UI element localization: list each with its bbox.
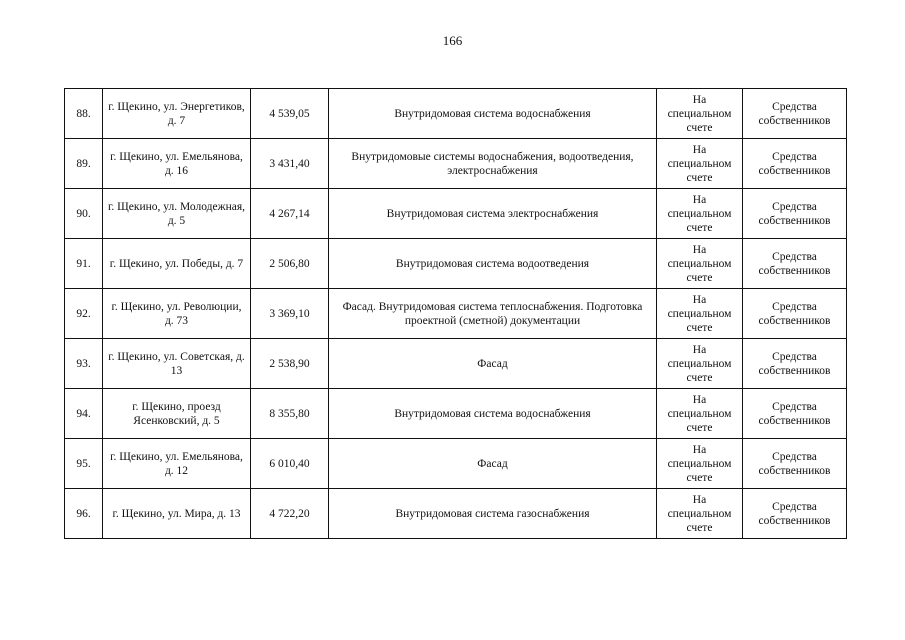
table-row: [65, 89, 847, 139]
table-row: [65, 489, 847, 539]
funding-source-cell: Средства собственников: [743, 489, 847, 539]
table-row: [65, 439, 847, 489]
address-cell: г. Щекино, ул. Революции, д. 73: [103, 289, 251, 339]
table-row: [65, 139, 847, 189]
area-cell: 2 538,90: [251, 339, 329, 389]
address-cell: г. Щекино, ул. Энергетиков, д. 7: [103, 89, 251, 139]
funding-source-cell: Средства собственников: [743, 189, 847, 239]
account-cell: На специальном счете: [657, 339, 743, 389]
table-row: [65, 189, 847, 239]
address-cell: г. Щекино, ул. Емельянова, д. 16: [103, 139, 251, 189]
work-type-cell: Внутридомовая система водоснабжения: [329, 89, 657, 139]
row-number: 89.: [65, 139, 103, 189]
repair-program-table: [64, 88, 847, 539]
account-cell: На специальном счете: [657, 439, 743, 489]
area-cell: 3 369,10: [251, 289, 329, 339]
area-cell: 4 539,05: [251, 89, 329, 139]
funding-source-cell: Средства собственников: [743, 439, 847, 489]
row-number: 93.: [65, 339, 103, 389]
table-row: [65, 289, 847, 339]
work-type-cell: Внутридомовая система газоснабжения: [329, 489, 657, 539]
address-cell: г. Щекино, ул. Победы, д. 7: [103, 239, 251, 289]
area-cell: 6 010,40: [251, 439, 329, 489]
table-row: [65, 339, 847, 389]
address-cell: г. Щекино, проезд Ясенковский, д. 5: [103, 389, 251, 439]
work-type-cell: Внутридомовая система водоотведения: [329, 239, 657, 289]
work-type-cell: Внутридомовая система электроснабжения: [329, 189, 657, 239]
table-row: [65, 389, 847, 439]
area-cell: 3 431,40: [251, 139, 329, 189]
address-cell: г. Щекино, ул. Емельянова, д. 12: [103, 439, 251, 489]
area-cell: 4 722,20: [251, 489, 329, 539]
area-cell: 8 355,80: [251, 389, 329, 439]
work-type-cell: Фасад: [329, 339, 657, 389]
address-cell: г. Щекино, ул. Советская, д. 13: [103, 339, 251, 389]
account-cell: На специальном счете: [657, 389, 743, 439]
area-cell: 4 267,14: [251, 189, 329, 239]
address-cell: г. Щекино, ул. Мира, д. 13: [103, 489, 251, 539]
account-cell: На специальном счете: [657, 289, 743, 339]
funding-source-cell: Средства собственников: [743, 289, 847, 339]
row-number: 90.: [65, 189, 103, 239]
account-cell: На специальном счете: [657, 139, 743, 189]
table-row: [65, 239, 847, 289]
row-number: 94.: [65, 389, 103, 439]
work-type-cell: Внутридомовая система водоснабжения: [329, 389, 657, 439]
funding-source-cell: Средства собственников: [743, 239, 847, 289]
funding-source-cell: Средства собственников: [743, 139, 847, 189]
account-cell: На специальном счете: [657, 89, 743, 139]
page-number: 166: [442, 33, 463, 48]
account-cell: На специальном счете: [657, 189, 743, 239]
row-number: 95.: [65, 439, 103, 489]
account-cell: На специальном счете: [657, 489, 743, 539]
account-cell: На специальном счете: [657, 239, 743, 289]
row-number: 92.: [65, 289, 103, 339]
funding-source-cell: Средства собственников: [743, 339, 847, 389]
work-type-cell: Внутридомовые системы водоснабжения, водоотведения, электроснабжения: [329, 139, 657, 189]
row-number: 91.: [65, 239, 103, 289]
row-number: 88.: [65, 89, 103, 139]
funding-source-cell: Средства собственников: [743, 89, 847, 139]
work-type-cell: Фасад. Внутридомовая система теплоснабжения. Подготовка проектной (сметной) документации: [329, 289, 657, 339]
row-number: 96.: [65, 489, 103, 539]
area-cell: 2 506,80: [251, 239, 329, 289]
work-type-cell: Фасад: [329, 439, 657, 489]
address-cell: г. Щекино, ул. Молодежная, д. 5: [103, 189, 251, 239]
funding-source-cell: Средства собственников: [743, 389, 847, 439]
